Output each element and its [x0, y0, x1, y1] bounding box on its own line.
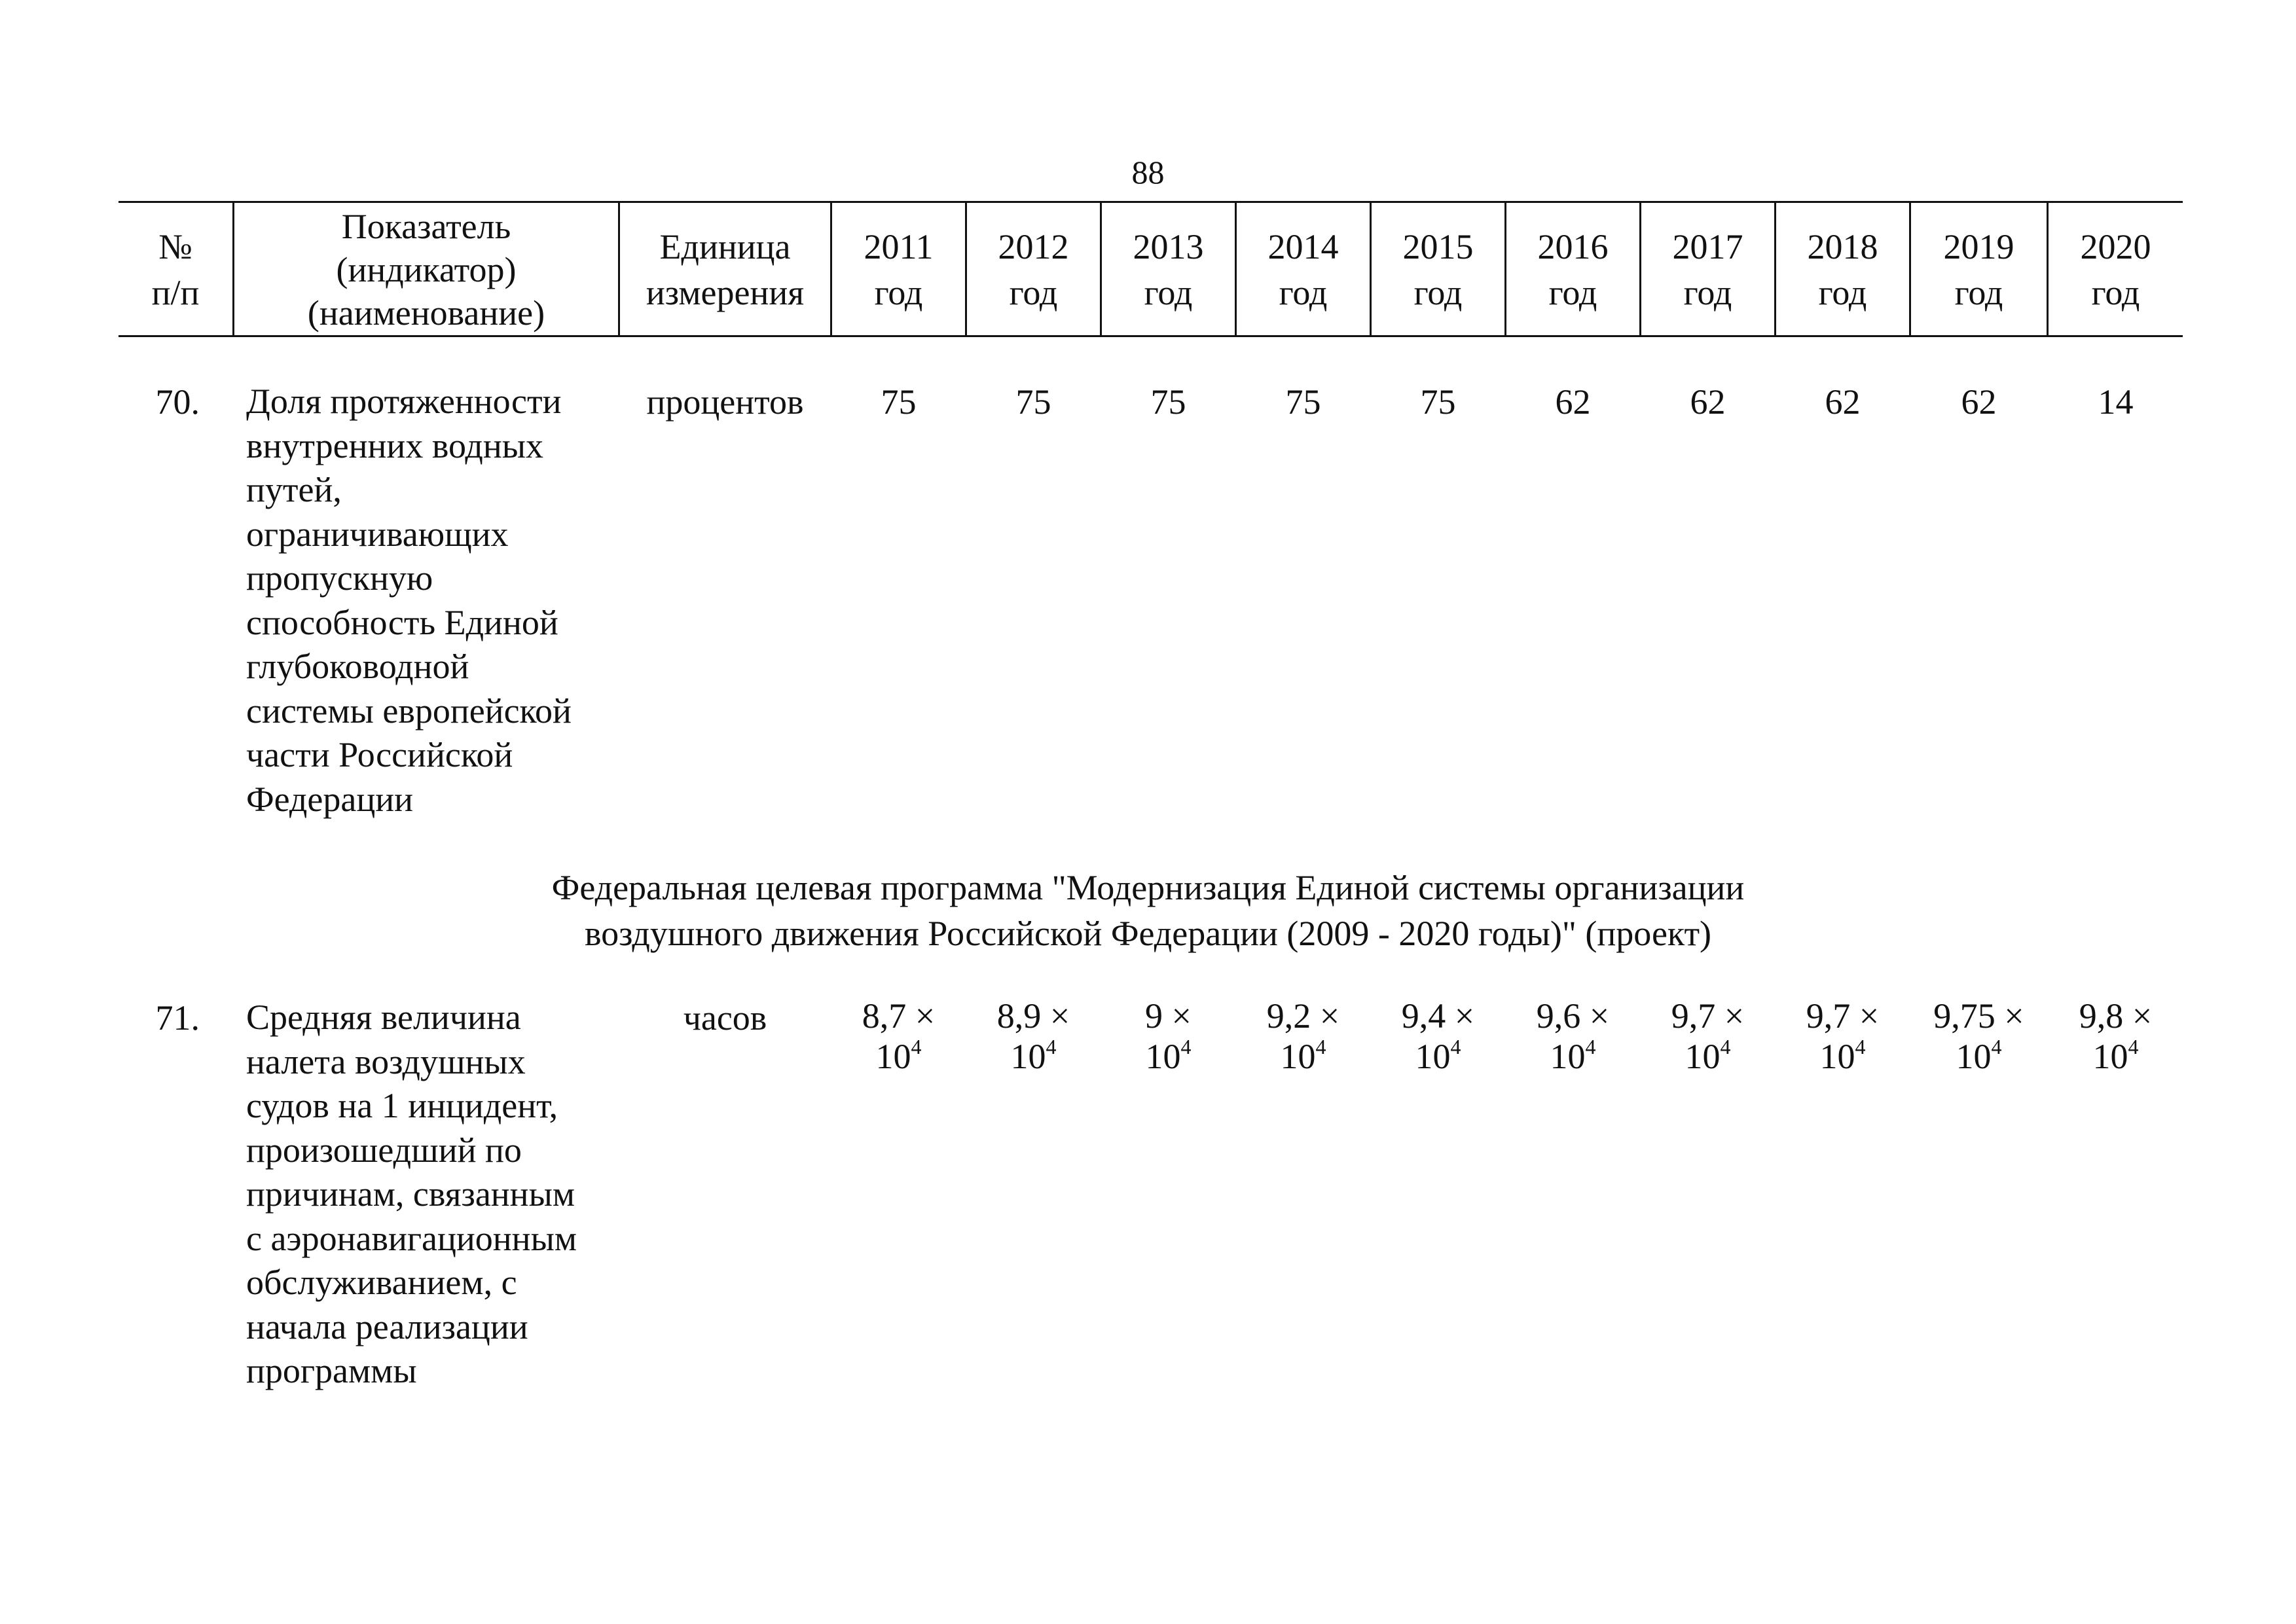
value-exponent: 4: [1315, 1035, 1326, 1058]
header-year-label: 2012: [998, 227, 1069, 266]
value-power: [2049, 1036, 2183, 1077]
value-exponent: 4: [911, 1035, 922, 1058]
row-71-value-2018: [1776, 996, 1909, 1077]
header-year-2018: [1776, 204, 1909, 335]
value-exponent: 4: [1450, 1035, 1461, 1058]
value-mantissa: 9,75 ×: [1933, 996, 2024, 1036]
value-base: 10: [1415, 1037, 1451, 1076]
value-power: [1776, 1036, 1909, 1077]
row-71-value-2011: [832, 996, 965, 1077]
header-year-word: год: [1548, 273, 1597, 312]
header-year-2011: [832, 204, 965, 335]
value-mantissa: 8,7 ×: [862, 996, 936, 1036]
value-exponent: 4: [1720, 1035, 1731, 1058]
value-mantissa: 9,7 ×: [1806, 996, 1880, 1036]
header-indicator-line2: (индикатор): [336, 250, 517, 289]
section-title: [0, 865, 2296, 956]
table-header-bottom-rule: [118, 335, 2183, 337]
header-unit: [620, 204, 830, 335]
value-mantissa: 9,2 ×: [1266, 996, 1340, 1036]
header-number: [118, 204, 232, 335]
value-power: [832, 1036, 965, 1077]
row-71-value-2015: [1372, 996, 1504, 1077]
header-year-label: 2017: [1672, 227, 1743, 266]
row-71-name-line: причинам, связанным: [246, 1174, 575, 1214]
value-mantissa: 8,9 ×: [996, 996, 1070, 1036]
table-top-rule: [118, 201, 2183, 203]
value-base: 10: [1956, 1037, 1992, 1076]
value-mantissa: 9,8 ×: [2079, 996, 2153, 1036]
value-base: 10: [1280, 1037, 1316, 1076]
row-71-name-line: Средняя величина: [246, 998, 521, 1037]
value-power: [1641, 1036, 1774, 1077]
row-70-number: 70.: [155, 382, 200, 422]
value-base: 10: [1685, 1037, 1721, 1076]
row-71-value-2013: [1102, 996, 1235, 1077]
header-year-label: 2011: [864, 227, 934, 266]
header-year-label: 2015: [1402, 227, 1474, 266]
row-70-value-2014: 75: [1285, 382, 1321, 422]
value-exponent: 4: [1991, 1035, 2002, 1058]
row-70-value-2019: 62: [1961, 382, 1997, 422]
header-number-line1: №: [158, 227, 192, 266]
row-70-name-line: способность Единой: [246, 602, 558, 642]
value-base: 10: [1819, 1037, 1855, 1076]
header-year-label: 2014: [1267, 227, 1339, 266]
value-power: [1911, 1036, 2047, 1077]
value-power: [1237, 1036, 1370, 1077]
header-year-word: год: [1683, 273, 1732, 312]
header-year-2017: [1641, 204, 1774, 335]
header-year-2020: [2049, 204, 2183, 335]
row-70-name-line: системы европейской: [246, 691, 572, 731]
header-indicator-line1: Показатель: [341, 207, 511, 246]
row-71-value-2019: [1911, 996, 2047, 1077]
value-exponent: 4: [1046, 1035, 1057, 1058]
row-71-name-line: программы: [246, 1351, 417, 1390]
header-year-word: год: [1009, 273, 1058, 312]
value-base: 10: [875, 1037, 911, 1076]
header-year-2019: [1911, 204, 2047, 335]
header-year-2014: [1237, 204, 1370, 335]
row-71-name-line: с аэронавигационным: [246, 1218, 577, 1258]
section-title-line1: Федеральная целевая программа "Модернизация Единой системы организации: [551, 868, 1745, 907]
value-exponent: 4: [2128, 1035, 2139, 1058]
value-power: [1506, 1036, 1639, 1077]
header-year-word: год: [1954, 273, 2003, 312]
row-70-name-line: внутренних водных: [246, 425, 544, 465]
value-power: [1372, 1036, 1504, 1077]
value-power: [1102, 1036, 1235, 1077]
value-base: 10: [1550, 1037, 1586, 1076]
row-70-value-2013: 75: [1150, 382, 1186, 422]
row-70-name-line: ограничивающих: [246, 514, 509, 554]
row-70-name-line: Доля протяженности: [246, 382, 562, 421]
header-indicator: [234, 204, 618, 335]
value-mantissa: 9 ×: [1145, 996, 1192, 1036]
row-71-value-2017: [1641, 996, 1774, 1077]
row-70-value-2015: 75: [1420, 382, 1456, 422]
row-70-value-2017: 62: [1690, 382, 1726, 422]
header-year-word: год: [1818, 273, 1867, 312]
header-year-word: год: [2091, 273, 2140, 312]
header-year-label: 2020: [2080, 227, 2151, 266]
header-year-word: год: [1413, 273, 1463, 312]
row-71-number: 71.: [155, 998, 200, 1038]
header-year-2015: [1372, 204, 1504, 335]
header-year-2012: [967, 204, 1100, 335]
row-71-name-line: налета воздушных: [246, 1041, 526, 1081]
value-base: 10: [1010, 1037, 1046, 1076]
value-exponent: 4: [1585, 1035, 1596, 1058]
header-year-label: 2018: [1807, 227, 1878, 266]
header-year-label: 2016: [1537, 227, 1609, 266]
header-unit-line2: измерения: [646, 273, 805, 312]
row-71-value-2016: [1506, 996, 1639, 1077]
row-71-unit: часов: [683, 998, 767, 1038]
page-number: 88: [1131, 154, 1165, 190]
value-mantissa: 9,4 ×: [1401, 996, 1475, 1036]
header-year-label: 2019: [1943, 227, 2014, 266]
row-71-name-line: начала реализации: [246, 1307, 528, 1346]
row-70-name-line: путей,: [246, 470, 342, 509]
row-70-name-line: Федерации: [246, 779, 414, 819]
row-70-name-line: глубоководной: [246, 647, 469, 686]
row-70-indicator-name: [246, 380, 626, 821]
value-base: 10: [1145, 1037, 1181, 1076]
row-70-value-2018: 62: [1825, 382, 1861, 422]
row-70-name-line: части Российской: [246, 735, 513, 774]
header-year-label: 2013: [1133, 227, 1204, 266]
row-70-value-2011: 75: [881, 382, 917, 422]
value-mantissa: 9,6 ×: [1536, 996, 1610, 1036]
value-power: [967, 1036, 1100, 1077]
value-exponent: 4: [1855, 1035, 1866, 1058]
row-70-unit: процентов: [646, 382, 804, 422]
row-71-value-2014: [1237, 996, 1370, 1077]
header-unit-line1: Единица: [659, 227, 791, 266]
row-71-value-2012: [967, 996, 1100, 1077]
row-71-name-line: произошедший по: [246, 1130, 522, 1170]
row-71-name-line: обслуживанием, с: [246, 1263, 517, 1302]
value-base: 10: [2092, 1037, 2128, 1076]
value-mantissa: 9,7 ×: [1671, 996, 1745, 1036]
row-71-indicator-name: [246, 996, 626, 1394]
value-exponent: 4: [1180, 1035, 1192, 1058]
header-year-word: год: [874, 273, 923, 312]
row-71-value-2020: [2049, 996, 2183, 1077]
row-71-name-line: судов на 1 инцидент,: [246, 1086, 558, 1125]
row-70-name-line: пропускную: [246, 558, 433, 598]
header-indicator-line3: (наименование): [307, 293, 545, 333]
section-title-line2: воздушного движения Российской Федерации (2009 - 2020 годы)" (проект): [584, 914, 1712, 953]
header-year-2016: [1506, 204, 1639, 335]
header-year-word: год: [1144, 273, 1193, 312]
header-year-2013: [1102, 204, 1235, 335]
header-number-line2: п/п: [151, 273, 200, 312]
row-70-value-2016: 62: [1555, 382, 1591, 422]
row-70-value-2012: 75: [1015, 382, 1051, 422]
row-70-value-2020: 14: [2098, 382, 2134, 422]
header-year-word: год: [1279, 273, 1328, 312]
